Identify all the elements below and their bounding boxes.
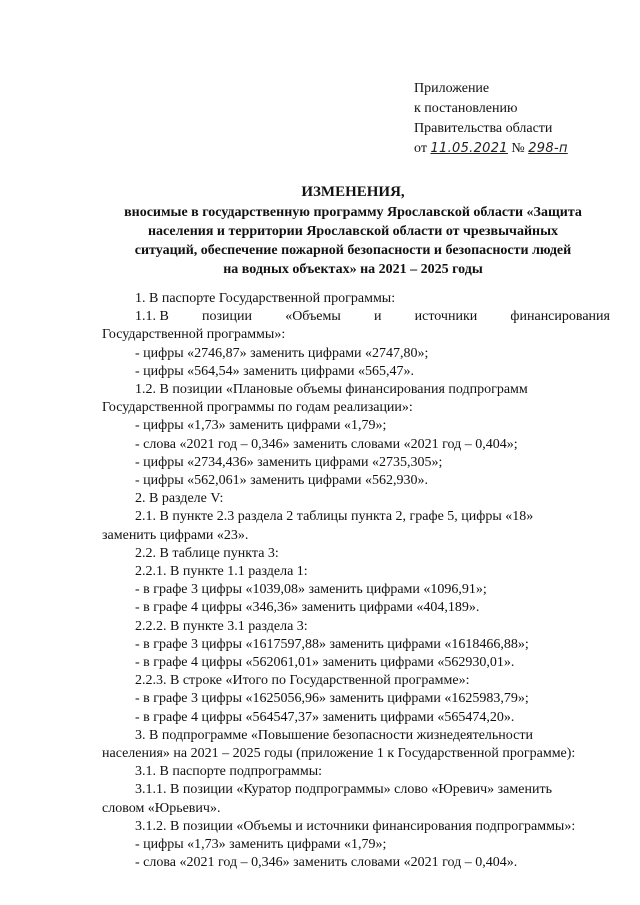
document-body [102, 290, 610, 873]
word: позиции [202, 309, 253, 325]
title-line-2: населения и территории Ярославской области от чрезвычайных [147, 224, 559, 239]
text-line: - слова «2021 год – 0,346» заменить словами «2021 год – 0,404». [135, 855, 518, 871]
text-line: - цифры «564,54» заменить цифрами «565,47». [135, 363, 415, 379]
handwritten-number: 298-п [528, 141, 568, 156]
text-line: 3.1.2. В позиции «Объемы и источники финансирования подпрограммы»: [135, 818, 576, 834]
text-line: Государственной программы»: [102, 327, 286, 343]
title-line-4: на водных объектах» на 2021 – 2025 годы [223, 262, 483, 277]
text-line: 2. В разделе V: [135, 491, 224, 507]
text-line: 3. В подпрограмме «Повышение безопасности жизнедеятельности [135, 727, 533, 743]
title-line-1: вносимые в государственную программу Ярославской области «Защита [124, 205, 582, 220]
text-line: Государственной программы по годам реализации»: [102, 400, 413, 416]
word: «Объемы [285, 309, 341, 325]
text-line: - цифры «2734,436» заменить цифрами «2735,305»; [135, 454, 443, 470]
appendix-line-3: Правительства области [414, 121, 553, 136]
text-line: заменить цифрами «23». [102, 527, 249, 543]
text-line: - в графе 3 цифры «1039,08» заменить цифрами «1096,91»; [135, 582, 487, 598]
text-line: - цифры «2746,87» заменить цифрами «2747,80»; [135, 345, 429, 361]
text-line: - цифры «1,73» заменить цифрами «1,79»; [135, 837, 387, 853]
text-line: 2.1. В пункте 2.3 раздела 2 таблицы пункта 2, графе 5, цифры «18» [135, 509, 534, 525]
handwritten-date: 11.05.2021 [430, 141, 508, 156]
title-line-3: ситуаций, обеспечение пожарной безопасности и безопасности людей [134, 243, 572, 258]
text-line: 2.2.3. В строке «Итого по Государственной программе»: [135, 673, 470, 689]
appendix-line-2: к постановлению [414, 101, 518, 116]
text-line: 2.2. В таблице пункта 3: [135, 545, 279, 561]
text-line: - в графе 4 цифры «562061,01» заменить цифрами «562930,01». [135, 655, 515, 671]
text-line: словом «Юрьевич». [102, 800, 221, 816]
text-line: 2.2.1. В пункте 1.1 раздела 1: [135, 564, 308, 580]
text-line: - в графе 3 цифры «1617597,88» заменить цифрами «1618466,88»; [135, 636, 529, 652]
word: источники [414, 309, 478, 325]
text-line: - цифры «562,061» заменить цифрами «562,930». [135, 473, 429, 489]
word: 1.1. В [135, 309, 169, 325]
text-line: населения» на 2021 – 2025 годы (приложение 1 к Государственной программе): [102, 746, 576, 762]
text-line: - в графе 3 цифры «1625056,96» заменить цифрами «1625983,79»; [135, 691, 529, 707]
text-line: 3.1. В паспорте подпрограммы: [135, 764, 323, 780]
appendix-line-1: Приложение [414, 81, 490, 96]
text-line-justified [102, 308, 610, 326]
appendix-ot: от [414, 141, 427, 156]
document-title [96, 183, 610, 279]
text-line: 2.2.2. В пункте 3.1 раздела 3: [135, 618, 308, 634]
appendix-line-4 [414, 139, 568, 159]
text-line: - слова «2021 год – 0,346» заменить словами «2021 год – 0,404»; [135, 436, 518, 452]
word: и [373, 309, 382, 325]
text-line: 1.2. В позиции «Плановые объемы финансирования подпрограмм [135, 382, 528, 398]
text-line: 3.1.1. В позиции «Куратор подпрограммы» слово «Юревич» заменить [135, 782, 552, 798]
appendix-header [414, 79, 568, 159]
number-sign: № [511, 141, 525, 156]
text-line: - в графе 4 цифры «564547,37» заменить цифрами «565474,20». [135, 709, 515, 725]
title-main: ИЗМЕНЕНИЯ, [301, 184, 405, 200]
text-line: - в графе 4 цифры «346,36» заменить цифрами «404,189». [135, 600, 480, 616]
word: финансирования [510, 309, 610, 325]
text-line: 1. В паспорте Государственной программы: [135, 291, 396, 306]
text-line: - цифры «1,73» заменить цифрами «1,79»; [135, 418, 387, 434]
